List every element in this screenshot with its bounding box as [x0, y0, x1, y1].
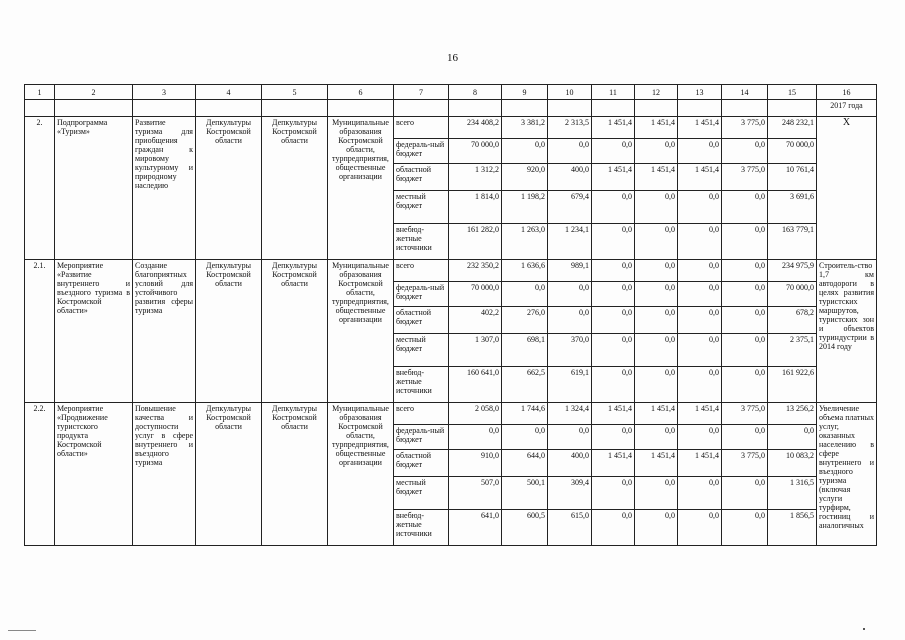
funding-type: федераль-ный бюджет [394, 139, 449, 164]
column-header: 3 [133, 85, 196, 100]
funding-type: всего [394, 403, 449, 425]
amount-cell: 276,0 [502, 307, 548, 334]
amount-cell: 3 775,0 [722, 117, 768, 139]
column-header: 14 [722, 85, 768, 100]
funding-type: местный бюджет [394, 334, 449, 367]
amount-cell: 0,0 [635, 139, 678, 164]
amount-cell: 0,0 [722, 367, 768, 403]
column-header: 16 [817, 85, 877, 100]
amount-cell: 619,1 [548, 367, 592, 403]
amount-cell: 1 451,4 [592, 164, 635, 191]
amount-cell: 0,0 [722, 334, 768, 367]
amount-cell: 400,0 [548, 450, 592, 477]
amount-cell: 234 408,2 [449, 117, 502, 139]
table-row [25, 260, 877, 282]
column-header: 13 [678, 85, 722, 100]
amount-cell: 400,0 [548, 164, 592, 191]
amount-cell: 2 058,0 [449, 403, 502, 425]
amount-cell: 698,1 [502, 334, 548, 367]
amount-cell: 0,0 [678, 260, 722, 282]
amount-cell: 0,0 [722, 224, 768, 260]
section-id: 2.1. [25, 260, 55, 403]
amount-cell: 1 451,4 [635, 164, 678, 191]
amount-cell: 1 451,4 [592, 450, 635, 477]
amount-cell: 0,0 [548, 307, 592, 334]
amount-cell: 232 350,2 [449, 260, 502, 282]
page-number: 16 [447, 52, 458, 64]
table-row [25, 117, 877, 139]
responsible-executor: Депкультуры Костромской области [196, 260, 262, 403]
amount-cell: 0,0 [722, 307, 768, 334]
funding-type: местный бюджет [394, 477, 449, 510]
amount-cell: 0,0 [678, 425, 722, 450]
expected-result: Строитель-ство 1,7 км автодороги в целях развития туристских маршрутов, туристских зон и объектов туриндустрии в 2014 году [817, 260, 877, 403]
amount-cell: 0,0 [635, 224, 678, 260]
amount-cell: 1 451,4 [678, 164, 722, 191]
section-goal: Создание благоприятных условий для устойчивого развития сферы туризма [133, 260, 196, 403]
amount-cell: 1 316,5 [768, 477, 817, 510]
amount-cell: 910,0 [449, 450, 502, 477]
co-executor: Депкультуры Костромской области [262, 260, 328, 403]
amount-cell: 641,0 [449, 510, 502, 546]
amount-cell: 0,0 [722, 477, 768, 510]
year-row [25, 100, 877, 117]
column-header: 7 [394, 85, 449, 100]
amount-cell: 1 451,4 [635, 450, 678, 477]
participants: Муниципальные образования Костромской области, турпредприятия, общественные организации [328, 260, 394, 403]
amount-cell: 3 381,2 [502, 117, 548, 139]
amount-cell: 13 256,2 [768, 403, 817, 425]
amount-cell: 370,0 [548, 334, 592, 367]
amount-cell: 0,0 [502, 139, 548, 164]
amount-cell: 0,0 [678, 191, 722, 224]
section-goal: Повышение качества и доступности услуг в сфере внутреннего и въездного туризма [133, 403, 196, 546]
program-table [24, 84, 877, 546]
funding-type: федераль-ный бюджет [394, 425, 449, 450]
amount-cell: 161 922,6 [768, 367, 817, 403]
amount-cell: 1 451,4 [592, 117, 635, 139]
amount-cell: 500,1 [502, 477, 548, 510]
section-name: Мероприятие «Продвижение туристского продукта Костромской области» [55, 403, 133, 546]
amount-cell: 0,0 [592, 477, 635, 510]
amount-cell: 0,0 [592, 139, 635, 164]
amount-cell: 0,0 [635, 260, 678, 282]
amount-cell: 1 234,1 [548, 224, 592, 260]
column-header: 4 [196, 85, 262, 100]
amount-cell: 0,0 [678, 334, 722, 367]
amount-cell: 70 000,0 [768, 139, 817, 164]
column-header: 6 [328, 85, 394, 100]
table-row [25, 403, 877, 425]
column-header: 5 [262, 85, 328, 100]
amount-cell: 2 313,5 [548, 117, 592, 139]
footer-mark [8, 630, 36, 631]
column-header: 10 [548, 85, 592, 100]
amount-cell: 920,0 [502, 164, 548, 191]
page-dot [863, 628, 865, 630]
funding-type: областной бюджет [394, 307, 449, 334]
section-id: 2.2. [25, 403, 55, 546]
amount-cell: 1 312,2 [449, 164, 502, 191]
responsible-executor: Депкультуры Костромской области [196, 403, 262, 546]
amount-cell: 0,0 [678, 282, 722, 307]
amount-cell: 1 263,0 [502, 224, 548, 260]
funding-type: внебюд-жетные источники [394, 510, 449, 546]
amount-cell: 0,0 [592, 282, 635, 307]
amount-cell: 0,0 [768, 425, 817, 450]
amount-cell: 0,0 [502, 282, 548, 307]
amount-cell: 0,0 [635, 334, 678, 367]
amount-cell: 1 307,0 [449, 334, 502, 367]
expected-result: Х [817, 117, 877, 260]
amount-cell: 1 856,5 [768, 510, 817, 546]
amount-cell: 70 000,0 [449, 139, 502, 164]
column-header: 15 [768, 85, 817, 100]
amount-cell: 0,0 [635, 477, 678, 510]
amount-cell: 1 451,4 [678, 117, 722, 139]
amount-cell: 0,0 [678, 139, 722, 164]
amount-cell: 0,0 [678, 307, 722, 334]
column-header: 12 [635, 85, 678, 100]
co-executor: Депкультуры Костромской области [262, 117, 328, 260]
amount-cell: 163 779,1 [768, 224, 817, 260]
amount-cell: 1 198,2 [502, 191, 548, 224]
funding-type: местный бюджет [394, 191, 449, 224]
expected-result: Увеличение объема платных услуг, оказанных населению в сфере внутреннего и въездного туризма (включая услуги турфирм, гостиниц и аналогичных [817, 403, 877, 546]
section-name: Подпрограмма «Туризм» [55, 117, 133, 260]
amount-cell: 234 975,9 [768, 260, 817, 282]
funding-type: всего [394, 117, 449, 139]
amount-cell: 0,0 [635, 191, 678, 224]
amount-cell: 0,0 [548, 425, 592, 450]
funding-type: внебюд-жетные источники [394, 224, 449, 260]
column-header: 2 [55, 85, 133, 100]
amount-cell: 0,0 [592, 260, 635, 282]
amount-cell: 0,0 [635, 425, 678, 450]
amount-cell: 0,0 [592, 367, 635, 403]
amount-cell: 0,0 [548, 282, 592, 307]
amount-cell: 2 375,1 [768, 334, 817, 367]
amount-cell: 0,0 [635, 367, 678, 403]
amount-cell: 1 814,0 [449, 191, 502, 224]
amount-cell: 70 000,0 [768, 282, 817, 307]
amount-cell: 0,0 [722, 282, 768, 307]
amount-cell: 1 451,4 [678, 450, 722, 477]
amount-cell: 0,0 [722, 260, 768, 282]
amount-cell: 600,5 [502, 510, 548, 546]
amount-cell: 3 775,0 [722, 450, 768, 477]
funding-type: областной бюджет [394, 164, 449, 191]
amount-cell: 160 641,0 [449, 367, 502, 403]
funding-type: федераль-ный бюджет [394, 282, 449, 307]
section-id: 2. [25, 117, 55, 260]
amount-cell: 0,0 [678, 510, 722, 546]
amount-cell: 1 451,4 [635, 117, 678, 139]
responsible-executor: Депкультуры Костромской области [196, 117, 262, 260]
amount-cell: 0,0 [722, 191, 768, 224]
funding-type: областной бюджет [394, 450, 449, 477]
amount-cell: 0,0 [678, 477, 722, 510]
amount-cell: 70 000,0 [449, 282, 502, 307]
funding-type: всего [394, 260, 449, 282]
amount-cell: 1 451,4 [678, 403, 722, 425]
amount-cell: 10 083,2 [768, 450, 817, 477]
amount-cell: 0,0 [592, 191, 635, 224]
column-header: 9 [502, 85, 548, 100]
amount-cell: 0,0 [722, 510, 768, 546]
amount-cell: 989,1 [548, 260, 592, 282]
amount-cell: 248 232,1 [768, 117, 817, 139]
column-header: 11 [592, 85, 635, 100]
amount-cell: 1 744,6 [502, 403, 548, 425]
amount-cell: 679,4 [548, 191, 592, 224]
amount-cell: 0,0 [592, 510, 635, 546]
amount-cell: 3 775,0 [722, 403, 768, 425]
amount-cell: 0,0 [592, 224, 635, 260]
amount-cell: 507,0 [449, 477, 502, 510]
amount-cell: 678,2 [768, 307, 817, 334]
amount-cell: 1 636,6 [502, 260, 548, 282]
funding-type: внебюд-жетные источники [394, 367, 449, 403]
amount-cell: 3 775,0 [722, 164, 768, 191]
amount-cell: 10 761,4 [768, 164, 817, 191]
section-goal: Развитие туризма для приобщения граждан к мировому культурному и природному наследию [133, 117, 196, 260]
amount-cell: 0,0 [502, 425, 548, 450]
participants: Муниципальные образования Костромской области, турпредприятия, общественные организации [328, 117, 394, 260]
amount-cell: 3 691,6 [768, 191, 817, 224]
amount-cell: 615,0 [548, 510, 592, 546]
amount-cell: 0,0 [678, 224, 722, 260]
amount-cell: 0,0 [592, 425, 635, 450]
amount-cell: 0,0 [722, 425, 768, 450]
amount-cell: 0,0 [592, 334, 635, 367]
amount-cell: 0,0 [548, 139, 592, 164]
amount-cell: 1 324,4 [548, 403, 592, 425]
amount-cell: 309,4 [548, 477, 592, 510]
amount-cell: 161 282,0 [449, 224, 502, 260]
column-number-row [25, 85, 877, 100]
amount-cell: 662,5 [502, 367, 548, 403]
amount-cell: 644,0 [502, 450, 548, 477]
column-header: 8 [449, 85, 502, 100]
year-label: 2017 года [817, 100, 877, 117]
amount-cell: 0,0 [678, 367, 722, 403]
amount-cell: 1 451,4 [592, 403, 635, 425]
amount-cell: 0,0 [722, 139, 768, 164]
section-name: Мероприятие «Развитие внутреннего и въездного туризма в Костромской области» [55, 260, 133, 403]
amount-cell: 1 451,4 [635, 403, 678, 425]
amount-cell: 0,0 [635, 307, 678, 334]
amount-cell: 0,0 [592, 307, 635, 334]
amount-cell: 0,0 [635, 510, 678, 546]
amount-cell: 402,2 [449, 307, 502, 334]
column-header: 1 [25, 85, 55, 100]
participants: Муниципальные образования Костромской области, турпредприятия, общественные организации [328, 403, 394, 546]
amount-cell: 0,0 [635, 282, 678, 307]
amount-cell: 0,0 [449, 425, 502, 450]
co-executor: Депкультуры Костромской области [262, 403, 328, 546]
